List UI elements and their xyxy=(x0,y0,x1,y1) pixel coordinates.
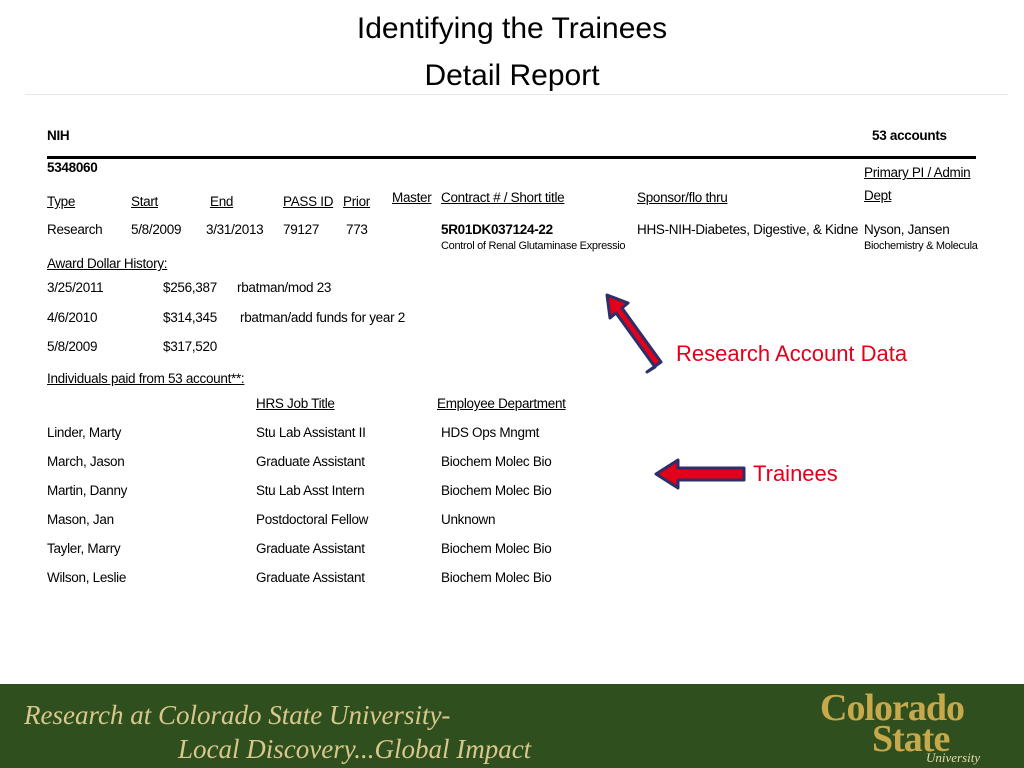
individuals-label: Individuals paid from 53 account**: xyxy=(47,371,245,386)
award-amount: $314,345 xyxy=(163,310,217,325)
research-account-arrow-icon xyxy=(595,288,675,380)
individual-dept: Unknown xyxy=(441,512,496,527)
individual-name: Mason, Jan xyxy=(47,512,114,527)
row-end: 3/31/2013 xyxy=(206,222,264,237)
row-contract: 5R01DK037124-22 xyxy=(441,222,553,237)
logo-state: State xyxy=(872,718,950,760)
individual-name: Linder, Marty xyxy=(47,425,122,440)
row-pi: Nyson, Jansen xyxy=(864,222,950,237)
header-master: Master xyxy=(392,190,432,205)
individual-title: Stu Lab Assistant II xyxy=(256,425,366,440)
trainees-arrow-icon xyxy=(652,456,748,492)
individual-name: Wilson, Leslie xyxy=(47,570,127,585)
individual-name: Martin, Danny xyxy=(47,483,128,498)
header-employee-dept: Employee Department xyxy=(437,396,566,411)
individual-title: Graduate Assistant xyxy=(256,570,365,585)
row-pass-id: 79127 xyxy=(283,222,320,237)
report-org: NIH xyxy=(47,128,70,143)
award-amount: $256,387 xyxy=(163,280,217,295)
award-note: rbatman/mod 23 xyxy=(237,280,332,295)
header-start: Start xyxy=(131,194,159,209)
row-sponsor: HHS-NIH-Diabetes, Digestive, & Kidne xyxy=(637,222,859,237)
row-dept: Biochemistry & Molecula xyxy=(864,240,978,252)
award-history-label: Award Dollar History: xyxy=(47,256,168,271)
footer-banner xyxy=(0,684,1024,768)
row-short-title: Control of Renal Glutaminase Expressio xyxy=(441,240,626,252)
header-job-title: HRS Job Title xyxy=(256,396,335,411)
slide-title-line1: Identifying the Trainees xyxy=(356,12,668,45)
individual-name: Tayler, Marry xyxy=(47,541,121,556)
award-date: 4/6/2010 xyxy=(47,310,98,325)
report-rule xyxy=(47,156,976,159)
individual-name: March, Jason xyxy=(47,454,125,469)
row-type: Research xyxy=(47,222,103,237)
report-account-count: 53 accounts xyxy=(872,128,947,143)
header-contract: Contract # / Short title xyxy=(441,190,565,205)
award-date: 5/8/2009 xyxy=(47,339,98,354)
account-id: 5348060 xyxy=(47,160,98,175)
header-pass-id: PASS ID xyxy=(283,194,334,209)
header-sponsor: Sponsor/flo thru xyxy=(637,190,728,205)
header-prior: Prior xyxy=(343,194,371,209)
research-account-label: Research Account Data xyxy=(676,341,908,366)
individual-title: Graduate Assistant xyxy=(256,541,365,556)
award-date: 3/25/2011 xyxy=(47,280,104,295)
slide-title-line2: Detail Report xyxy=(424,59,600,92)
individual-dept: Biochem Molec Bio xyxy=(441,570,552,585)
award-note: rbatman/add funds for year 2 xyxy=(240,310,405,325)
footer-tagline-line1: Research at Colorado State University- xyxy=(24,700,451,730)
individual-title: Stu Lab Asst Intern xyxy=(256,483,365,498)
header-divider xyxy=(25,94,1008,95)
logo-university: University xyxy=(926,750,981,765)
footer-tagline-line2: Local Discovery...Global Impact xyxy=(178,734,532,764)
individual-title: Graduate Assistant xyxy=(256,454,365,469)
row-start: 5/8/2009 xyxy=(131,222,182,237)
individual-dept: Biochem Molec Bio xyxy=(441,483,552,498)
individual-dept: Biochem Molec Bio xyxy=(441,541,552,556)
header-pi: Primary PI / Admin xyxy=(864,165,971,180)
header-end: End xyxy=(210,194,234,209)
award-amount: $317,520 xyxy=(163,339,217,354)
individual-dept: Biochem Molec Bio xyxy=(441,454,552,469)
logo-colorado: Colorado xyxy=(820,687,964,729)
header-dept: Dept xyxy=(864,188,892,203)
header-type: Type xyxy=(47,194,76,209)
trainees-label: Trainees xyxy=(753,461,838,486)
individual-title: Postdoctoral Fellow xyxy=(256,512,369,527)
individual-dept: HDS Ops Mngmt xyxy=(441,425,540,440)
row-prior: 773 xyxy=(346,222,368,237)
